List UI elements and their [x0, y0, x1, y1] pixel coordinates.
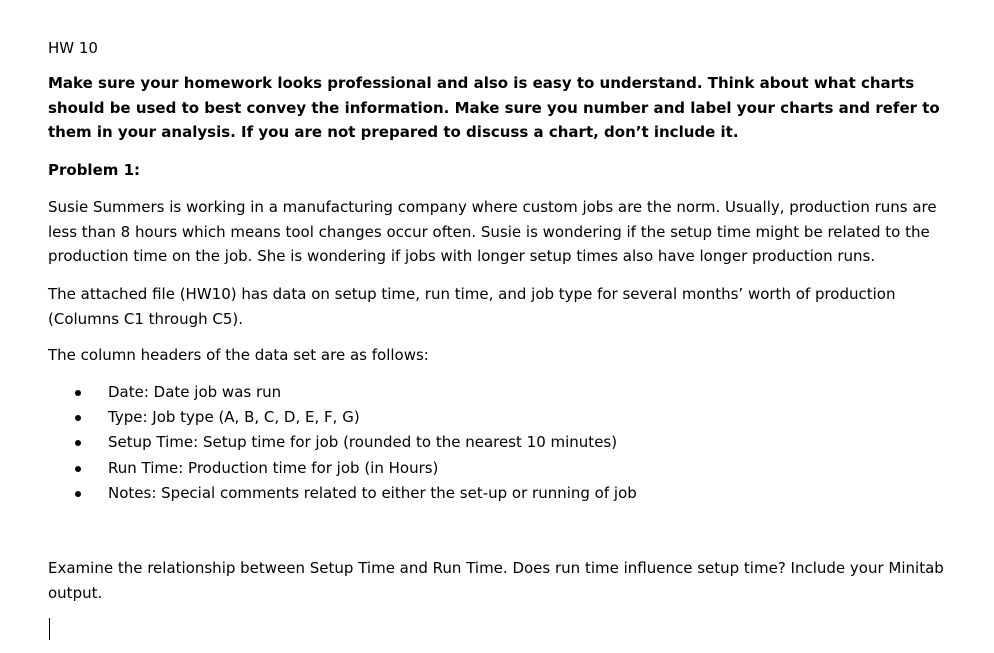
list-item-text: Type: Job type (A, B, C, D, E, F, G): [108, 408, 360, 427]
text-cursor[interactable]: [49, 618, 50, 640]
column-headers-list: [74, 380, 637, 506]
bullet-icon: [75, 491, 81, 497]
list-item-text: Run Time: Production time for job (in Hours): [108, 458, 439, 477]
scenario-paragraph: Susie Summers is working in a manufacturing company where custom jobs are the norm. Usually, production runs are less than 8 hours which means tool changes occur often. Susie is wondering if the setup time might be related to the production time on the job. She is wondering if jobs with longer setup times also have longer production runs.: [48, 198, 937, 265]
list-item-text: Date: Date job was run: [108, 383, 282, 401]
list-item-text: Setup Time: Setup time for job (rounded to the nearest 10 minutes): [108, 433, 618, 452]
list-item: [74, 456, 637, 481]
data-file-paragraph: The attached file (HW10) has data on setup time, run time, and job type for several months’ worth of production (Columns C1 through C5).: [48, 285, 896, 328]
instructions-paragraph: Make sure your homework looks professional and also is easy to understand. Think about what charts should be used to best convey the information. Make sure you number and label your charts and refer to them in your analysis. If you are not prepared to discuss a chart, don’t include it.: [48, 74, 940, 141]
list-item: [74, 380, 637, 405]
document-title: HW 10: [48, 39, 98, 57]
list-item: [74, 430, 637, 455]
bullet-icon: [75, 440, 81, 446]
bullet-icon: [75, 390, 81, 396]
list-item: [74, 405, 637, 430]
task-paragraph: Examine the relationship between Setup Time and Run Time. Does run time influence setup time? Include your Minitab output.: [48, 559, 944, 602]
column-headers-paragraph: The column headers of the data set are as follows:: [48, 346, 429, 364]
list-item-text: Notes: Special comments related to either the set-up or running of job: [108, 483, 637, 502]
bullet-icon: [75, 466, 81, 472]
list-item: [74, 481, 637, 506]
bullet-icon: [75, 415, 81, 421]
problem-heading: Problem 1:: [48, 161, 141, 179]
